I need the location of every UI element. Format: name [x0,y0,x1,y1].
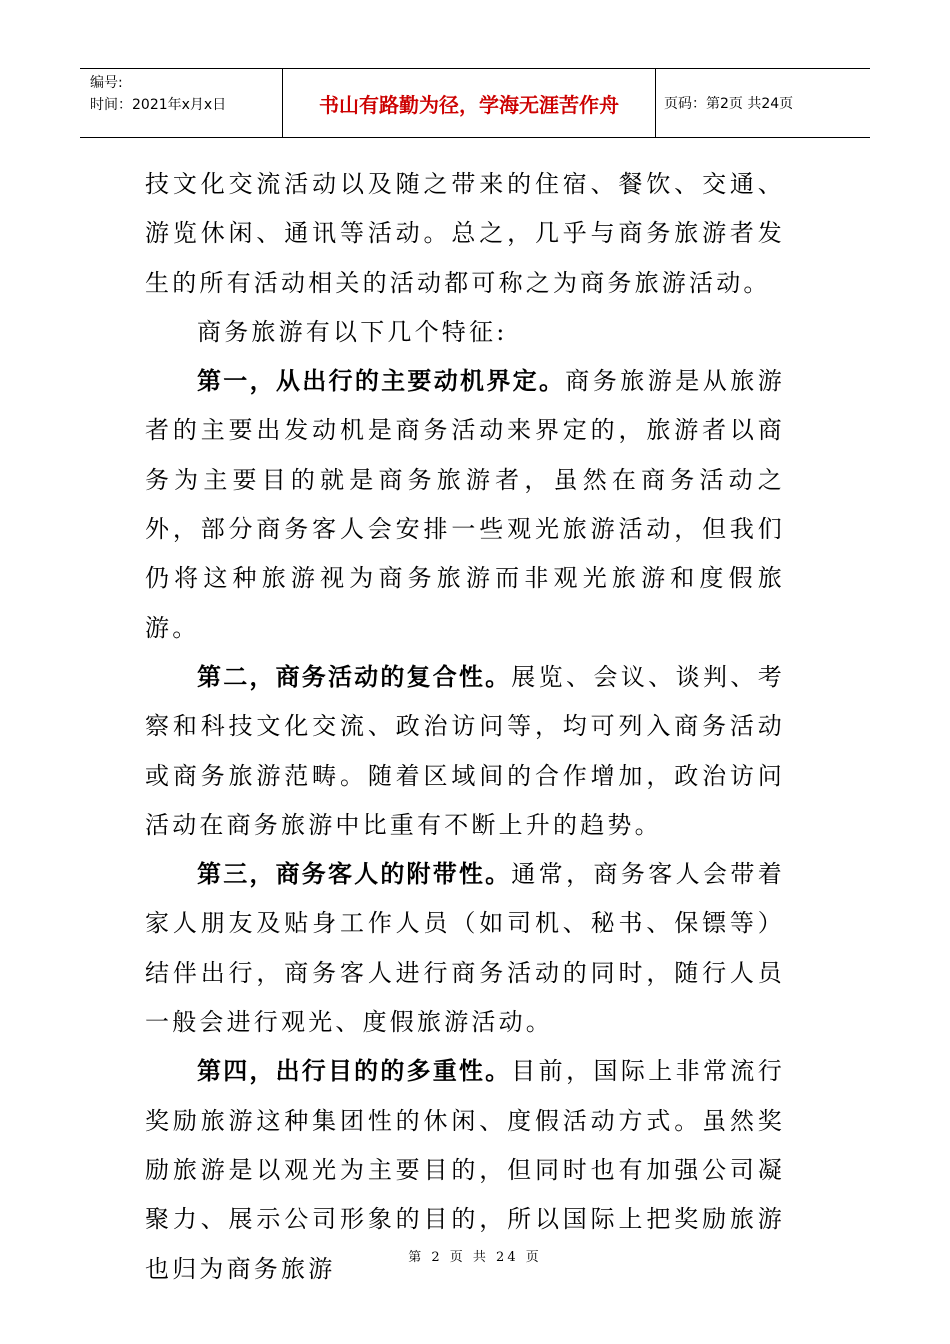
time-label: 时间：2021年x月x日 [90,97,227,113]
paragraph-heading: 第二，商务活动的复合性。 [197,662,512,691]
paragraph-text: 商务旅游有以下几个特征: [197,317,508,346]
paragraph [145,850,785,1047]
paragraph [145,653,785,850]
paragraph-heading: 第四，出行目的的多重性。 [197,1057,512,1086]
number-label: 编号: [90,75,123,91]
paragraph-text: 通常，商务客人会带着家人朋友及贴身工作人员（如司机、秘书、保镖等）结伴出行，商务客人进行商务活动的同时，随行人员一般会进行观光、度假旅游活动。 [145,860,786,1037]
header-page-info: 页码：第2页 共24页 [664,96,794,112]
header-motto: 书山有路勤为径，学海无涯苦作舟 [282,69,656,137]
paragraph [145,160,785,308]
header-meta [80,69,282,137]
document-body [145,160,785,1294]
page-footer: 第 2 页 共 24 页 [408,1250,542,1265]
paragraph [145,308,785,357]
paragraph-text: 目前，国际上非常流行奖励旅游这种集团性的休闲、度假活动方式。虽然奖励旅游是以观光为主要目的，但同时也有加强公司凝聚力、展示公司形象的目的，所以国际上把奖励旅游也归为商务旅游 [145,1057,786,1283]
paragraph-text: 展览、会议、谈判、考察和科技文化交流、政治访问等，均可列入商务活动或商务旅游范畴。随着区域间的合作增加，政治访问活动在商务旅游中比重有不断上升的趋势。 [145,662,786,839]
paragraph-text: 商务旅游是从旅游者的主要出发动机是商务活动来界定的，旅游者以商务为主要目的就是商务旅游者，虽然在商务活动之外，部分商务客人会安排一些观光旅游活动，但我们仍将这种旅游视为商务旅游而非观光旅游和度假旅游。 [145,367,785,642]
paragraph-text: 技文化交流活动以及随之带来的住宿、餐饮、交通、游览休闲、通讯等活动。总之，几乎与商务旅游者发生的所有活动相关的活动都可称之为商务旅游活动。 [145,170,785,297]
paragraph-heading: 第三，商务客人的附带性。 [197,860,512,889]
paragraph-heading: 第一，从出行的主要动机界定。 [197,367,566,396]
paragraph [145,357,785,653]
document-header [80,68,870,138]
